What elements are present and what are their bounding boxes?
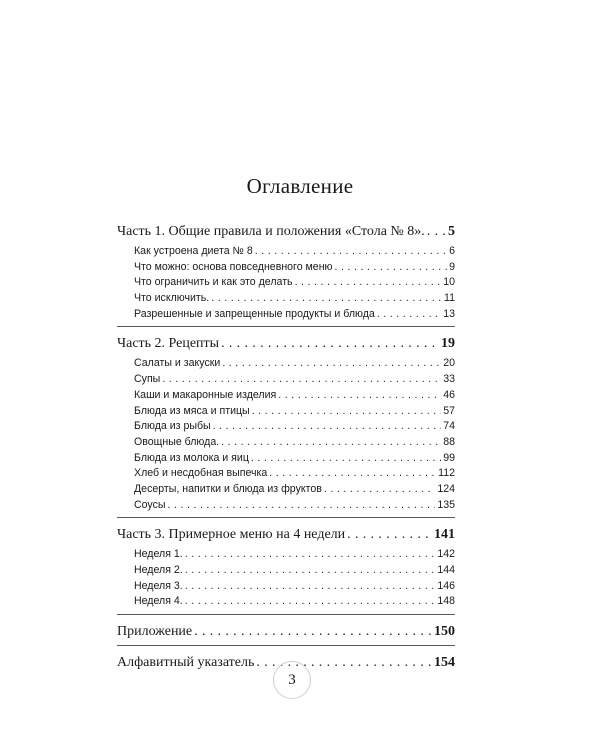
toc-item-page: 99 xyxy=(443,451,455,464)
dot-leader xyxy=(427,222,446,241)
toc-item-title: Супы xyxy=(134,373,161,386)
dot-leader xyxy=(221,435,441,451)
dot-leader xyxy=(252,404,442,420)
toc-item-page: 144 xyxy=(437,564,455,576)
toc-item-page: 148 xyxy=(437,595,455,608)
toc-item-title: Что можно: основа повседневного меню xyxy=(134,260,333,273)
toc-part-title: Алфавитный указатель xyxy=(117,655,255,671)
toc-item-title: Что исключить. xyxy=(134,292,210,305)
toc-item-page: 146 xyxy=(437,579,455,592)
toc-item-title: Блюда из рыбы xyxy=(134,420,211,433)
toc-item-title: Блюда из мяса и птицы xyxy=(134,404,250,417)
toc-item[interactable] xyxy=(117,404,455,420)
toc-item-page: 46 xyxy=(443,388,455,401)
toc-item[interactable] xyxy=(117,307,455,323)
toc-part-3 xyxy=(117,525,455,615)
toc-part-1 xyxy=(117,222,455,327)
toc-item-page: 33 xyxy=(443,373,455,386)
toc-item-page: 10 xyxy=(443,276,455,289)
section-divider xyxy=(117,645,455,646)
dot-leader xyxy=(347,525,432,544)
toc-item-page: 135 xyxy=(437,498,455,511)
toc-item-title: Блюда из молока и яиц xyxy=(134,451,249,464)
dot-leader xyxy=(324,482,435,498)
toc-item-page: 124 xyxy=(437,482,455,495)
toc-item[interactable] xyxy=(117,260,455,276)
toc-item-page: 142 xyxy=(437,548,455,561)
toc-part-page: 141 xyxy=(434,527,455,543)
dot-leader xyxy=(194,622,432,641)
toc-item[interactable] xyxy=(117,547,455,563)
toc-item-page: 88 xyxy=(443,435,455,448)
toc-item-title: Десерты, напитки и блюда из фруктов xyxy=(134,482,322,495)
toc-item-page: 112 xyxy=(438,467,455,480)
page-title: Оглавление xyxy=(246,174,354,198)
toc-part-title: Приложение xyxy=(117,624,193,640)
toc-sublist xyxy=(117,356,455,513)
dot-leader xyxy=(213,419,442,435)
toc-sublist xyxy=(117,244,455,322)
toc-item-page: 57 xyxy=(443,404,455,417)
dot-leader xyxy=(269,466,436,482)
table-of-contents xyxy=(117,222,455,679)
toc-item[interactable] xyxy=(117,356,455,372)
toc-item[interactable] xyxy=(117,563,455,579)
toc-item-page: 13 xyxy=(443,307,455,320)
toc-item-title: Овощные блюда. xyxy=(134,435,220,448)
toc-item-title: Неделя 3. xyxy=(134,579,183,592)
toc-item[interactable] xyxy=(117,498,455,514)
toc-part-row[interactable] xyxy=(117,334,455,353)
toc-item[interactable] xyxy=(117,466,455,482)
toc-part-title: Часть 3. Примерное меню на 4 недели xyxy=(117,527,346,543)
dot-leader xyxy=(221,334,439,353)
dot-leader xyxy=(255,244,447,260)
toc-item[interactable] xyxy=(117,451,455,467)
toc-item[interactable] xyxy=(117,275,455,291)
toc-item-title: Как устроена диета № 8 xyxy=(134,245,253,257)
toc-item-title: Салаты и закуски xyxy=(134,357,221,370)
toc-item-title: Неделя 4. xyxy=(134,595,183,608)
toc-item-title: Что ограничить и как это делать xyxy=(134,276,293,289)
toc-item[interactable] xyxy=(117,579,455,595)
toc-sublist xyxy=(117,547,455,610)
toc-item-page: 6 xyxy=(449,245,455,257)
dot-leader xyxy=(295,275,442,291)
toc-part-page: 19 xyxy=(441,336,455,352)
toc-item-title: Неделя 1. xyxy=(134,548,183,561)
toc-part-page: 150 xyxy=(434,624,455,640)
toc-part-page: 5 xyxy=(448,224,455,239)
toc-item-title: Соусы xyxy=(134,498,166,511)
toc-item-title: Хлеб и несдобная выпечка xyxy=(134,467,268,480)
toc-item[interactable] xyxy=(117,482,455,498)
section-divider xyxy=(117,326,455,327)
dot-leader xyxy=(185,594,436,610)
toc-item-title: Каши и макаронные изделия xyxy=(134,388,277,401)
toc-item[interactable] xyxy=(117,291,455,307)
toc-part-page: 154 xyxy=(434,655,455,671)
dot-leader xyxy=(335,260,448,276)
toc-item-page: 9 xyxy=(449,260,455,273)
toc-item[interactable] xyxy=(117,419,455,435)
dot-leader xyxy=(168,498,436,514)
dot-leader xyxy=(222,356,441,372)
dot-leader xyxy=(377,307,441,323)
dot-leader xyxy=(162,372,441,388)
toc-part-row[interactable] xyxy=(117,525,455,544)
dot-leader xyxy=(251,451,441,467)
toc-part-2 xyxy=(117,334,455,518)
toc-item-title: Разрешенные и запрещенные продукты и блюда xyxy=(134,307,375,320)
dot-leader xyxy=(185,547,436,563)
toc-part-row[interactable] xyxy=(117,222,455,241)
page-number: 3 xyxy=(273,661,311,699)
section-divider xyxy=(117,614,455,615)
section-divider xyxy=(117,517,455,518)
toc-part-row[interactable] xyxy=(117,622,455,641)
toc-item[interactable] xyxy=(117,388,455,404)
toc-part-title: Часть 2. Рецепты xyxy=(117,336,220,352)
dot-leader xyxy=(211,291,442,307)
toc-item-page: 11 xyxy=(444,292,455,305)
dot-leader xyxy=(185,579,436,595)
toc-item[interactable] xyxy=(117,435,455,451)
toc-item-title: Неделя 2. xyxy=(134,564,183,576)
toc-item[interactable] xyxy=(117,244,455,260)
dot-leader xyxy=(185,563,436,579)
toc-item-page: 20 xyxy=(443,357,455,370)
toc-item-page: 74 xyxy=(443,420,455,433)
toc-appendix xyxy=(117,622,455,646)
toc-item[interactable] xyxy=(117,594,455,610)
toc-part-title: Часть 1. Общие правила и положения «Стола № 8». xyxy=(117,224,425,239)
dot-leader xyxy=(278,388,441,404)
toc-item[interactable] xyxy=(117,372,455,388)
